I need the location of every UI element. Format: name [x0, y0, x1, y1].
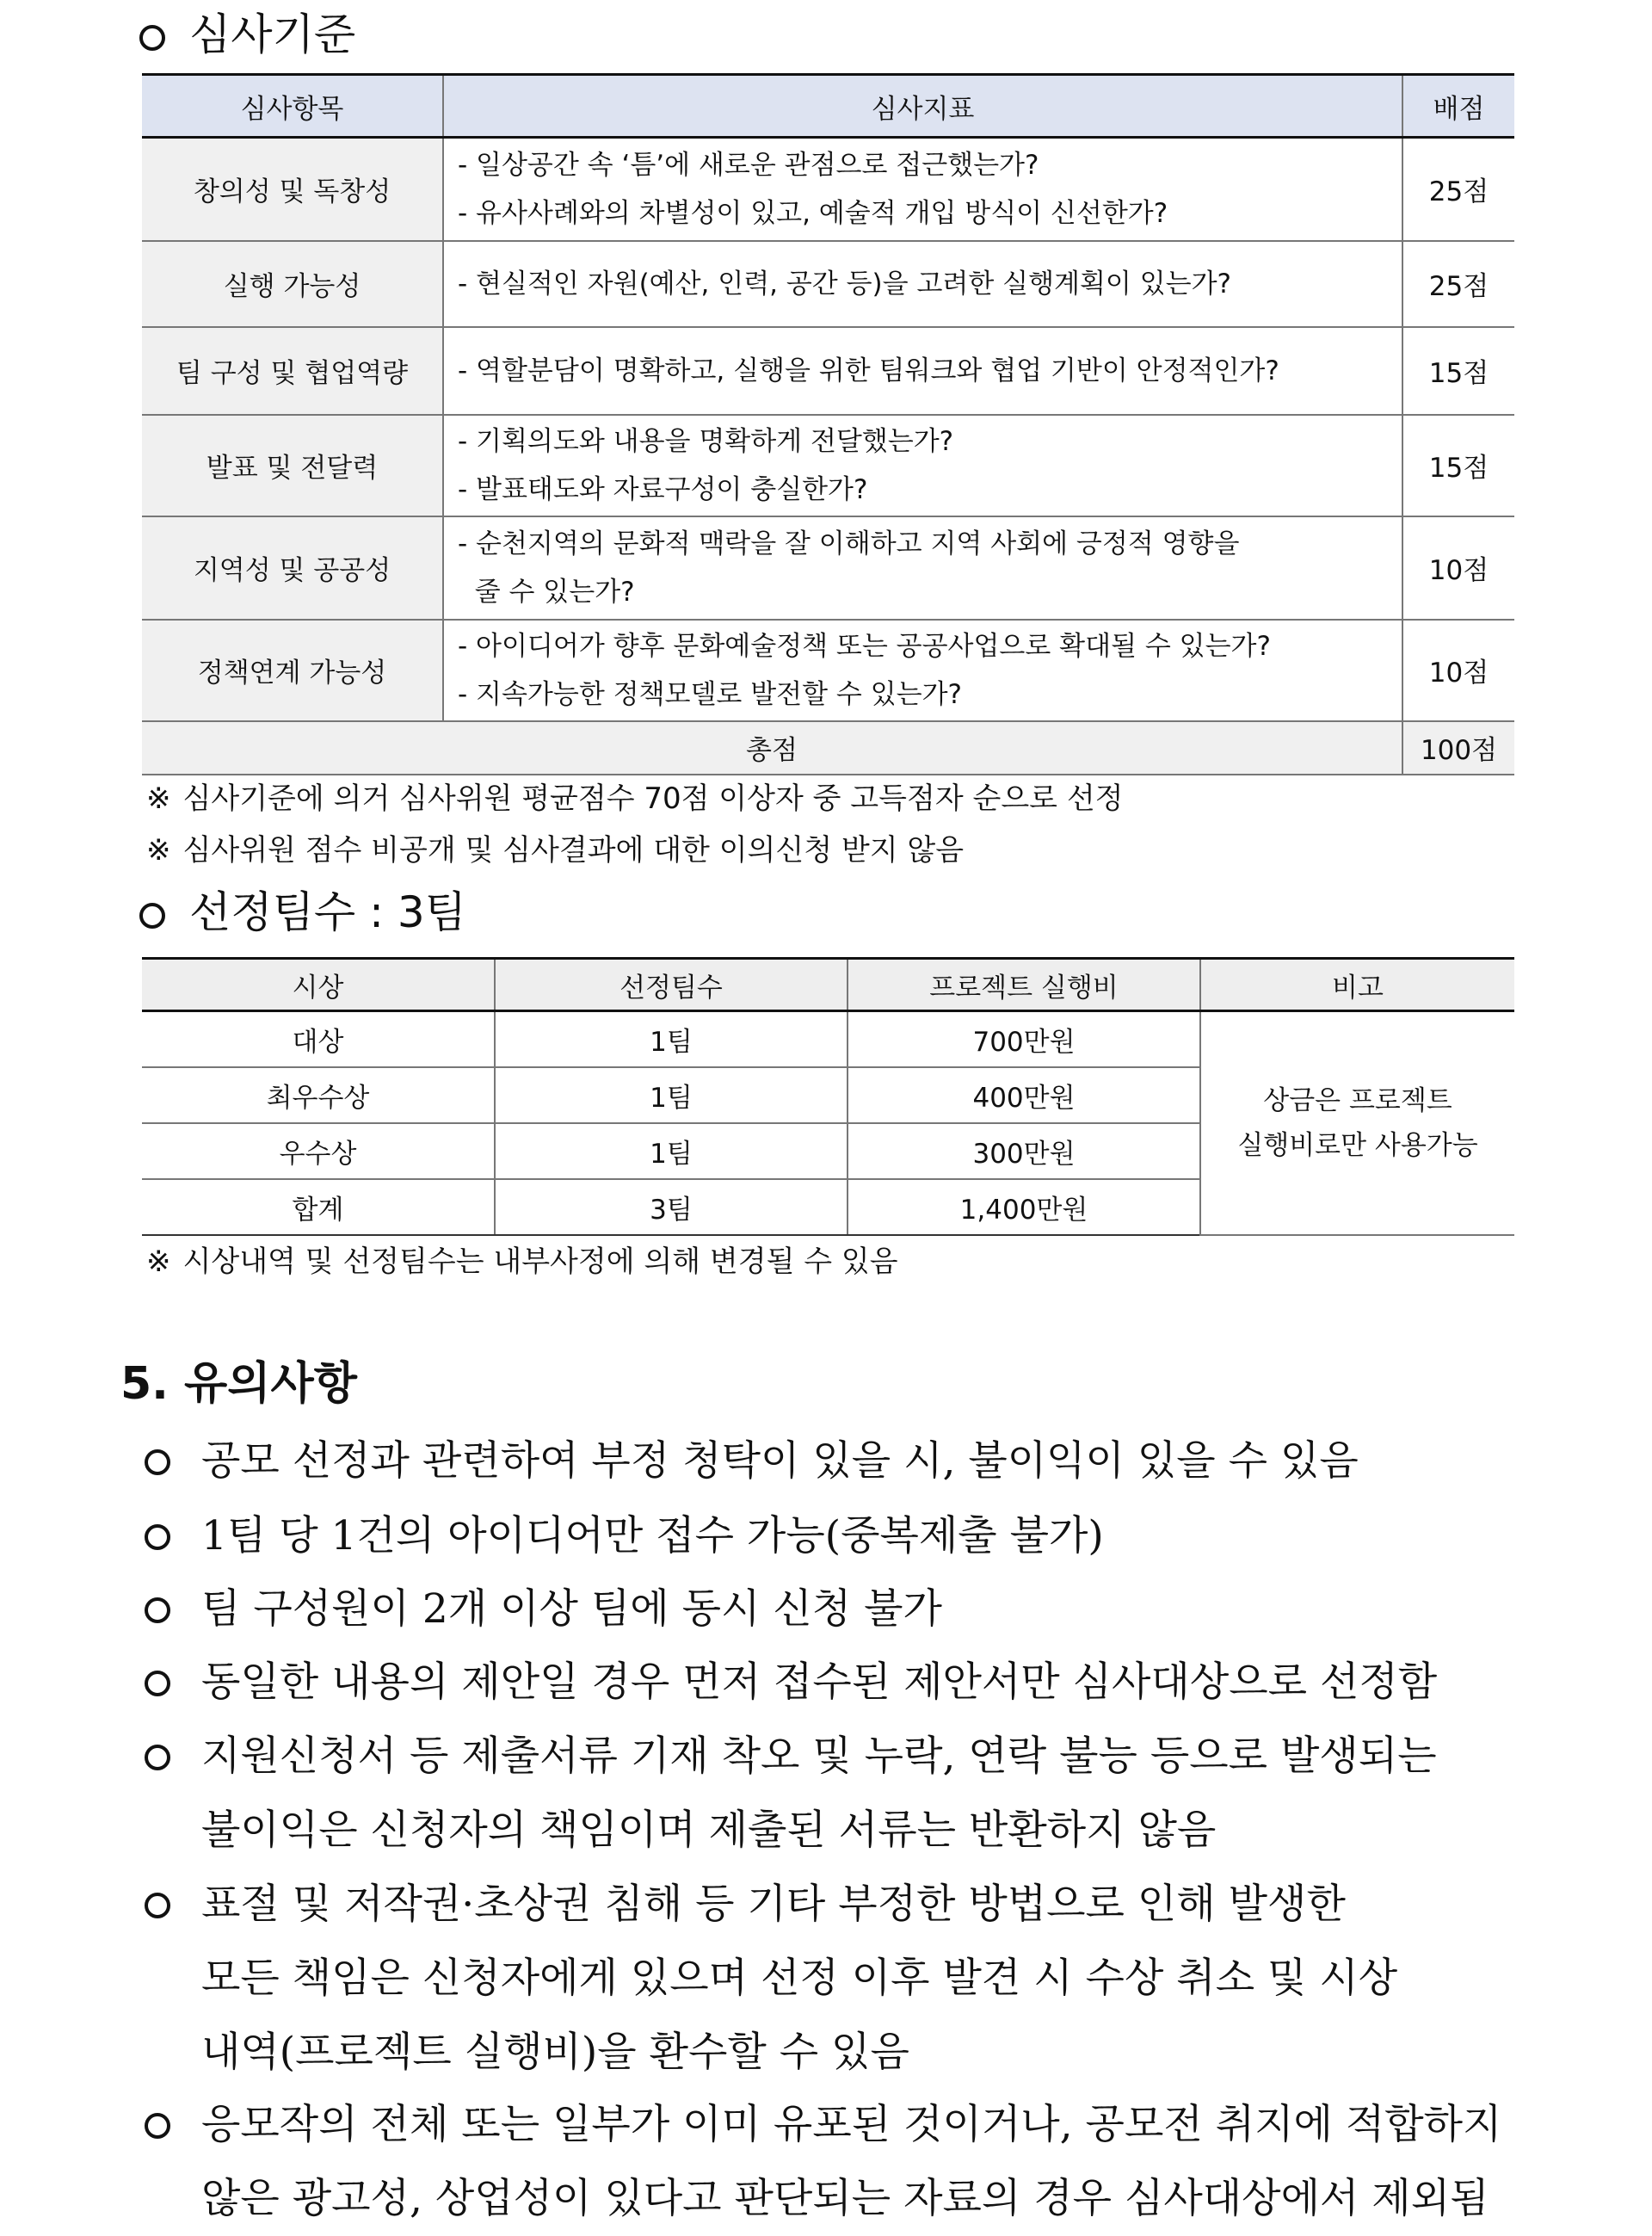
col-header-teams: 선정팀수	[495, 959, 848, 1011]
criteria-indicator	[443, 241, 1402, 327]
indicator-line: - 현실적인 자원(예산, 인력, 공간 등)을 고려한 실행계획이 있는가?	[458, 268, 1232, 300]
indicator-line: - 역할분담이 명확하고, 실행을 위한 팀워크와 협업 기반이 안정적인가?	[458, 355, 1279, 386]
precaution-line: 응모작의 전체 또는 일부가 이미 유포된 것이거나, 공모전 취지에 적합하지	[201, 2101, 1502, 2148]
precaution-line: 모든 책임은 신청자에게 있으며 선정 이후 발견 시 수상 취소 및 시상	[201, 1955, 1398, 2002]
award-teams: 3팀	[495, 1179, 848, 1235]
criteria-row	[142, 327, 1514, 415]
award-budget: 300만원	[848, 1123, 1200, 1179]
criteria-heading: 심사기준	[139, 9, 355, 60]
award-teams: 1팀	[495, 1123, 848, 1179]
col-header-score: 배점	[1402, 75, 1514, 138]
total-label: 총점	[142, 721, 1402, 775]
criteria-item: 발표 및 전달력	[142, 415, 443, 516]
col-header-item: 심사항목	[142, 75, 443, 138]
remark-line: 상금은 프로젝트	[1263, 1085, 1452, 1116]
criteria-row	[142, 620, 1514, 721]
criteria-score: 15점	[1402, 415, 1514, 516]
indicator-line: - 유사사례와의 차별성이 있고, 예술적 개입 방식이 신선한가?	[458, 197, 1168, 229]
criteria-item: 창의성 및 독창성	[142, 138, 443, 241]
total-score: 100점	[1402, 721, 1514, 775]
award-award: 최우수상	[142, 1067, 495, 1123]
award-budget: 1,400만원	[848, 1179, 1200, 1235]
circle-bullet-icon	[139, 903, 165, 929]
award-teams: 1팀	[495, 1067, 848, 1123]
section-5-title: 5. 유의사항	[120, 1358, 357, 1410]
award-budget: 700만원	[848, 1011, 1200, 1068]
precaution-item	[145, 1424, 1556, 1498]
col-header-remark: 비고	[1200, 959, 1514, 1011]
col-header-indicator: 심사지표	[443, 75, 1402, 138]
indicator-line: - 일상공간 속 ‘틈’에 새로운 관점으로 접근했는가?	[458, 149, 1039, 181]
precaution-line: 팀 구성원이 2개 이상 팀에 동시 신청 불가	[201, 1585, 942, 1633]
precaution-item	[145, 1572, 1556, 1646]
criteria-header-row	[142, 75, 1514, 138]
criteria-item: 팀 구성 및 협업역량	[142, 327, 443, 415]
criteria-row	[142, 138, 1514, 241]
criteria-indicator	[443, 415, 1402, 516]
indicator-line: - 발표태도와 자료구성이 충실한가?	[458, 473, 868, 505]
precaution-item	[145, 1720, 1556, 1868]
criteria-score: 25점	[1402, 241, 1514, 327]
criteria-score: 25점	[1402, 138, 1514, 241]
criteria-item: 실행 가능성	[142, 241, 443, 327]
criteria-row	[142, 516, 1514, 620]
criteria-note-1: ※ 심사기준에 의거 심사위원 평균점수 70점 이상자 중 고득점자 순으로 선정	[146, 781, 1124, 816]
awards-table	[142, 957, 1514, 1236]
precaution-line: 불이익은 신청자의 책임이며 제출된 서류는 반환하지 않음	[201, 1807, 1217, 1854]
criteria-score: 10점	[1402, 620, 1514, 721]
indicator-line: - 기획의도와 내용을 명확하게 전달했는가?	[458, 425, 954, 457]
awards-heading: 선정팀수 : 3팀	[139, 886, 466, 938]
criteria-note-2: ※ 심사위원 점수 비공개 및 심사결과에 대한 이의신청 받지 않음	[146, 833, 965, 868]
circle-bullet-icon	[145, 1893, 170, 1918]
col-header-award: 시상	[142, 959, 495, 1011]
awards-note: ※ 시상내역 및 선정팀수는 내부사정에 의해 변경될 수 있음	[146, 1245, 898, 1279]
precaution-line: 표절 및 저작권·초상권 침해 등 기타 부정한 방법으로 인해 발생한	[201, 1881, 1346, 1928]
criteria-indicator	[443, 327, 1402, 415]
award-award: 합계	[142, 1179, 495, 1235]
circle-bullet-icon	[145, 1524, 170, 1550]
criteria-indicator	[443, 620, 1402, 721]
indicator-line: 줄 수 있는가?	[458, 576, 635, 608]
circle-bullet-icon	[145, 1671, 170, 1696]
indicator-line: - 순천지역의 문화적 맥락을 잘 이해하고 지역 사회에 긍정적 영향을	[458, 528, 1240, 559]
award-row	[142, 1011, 1514, 1068]
award-teams: 1팀	[495, 1011, 848, 1068]
circle-bullet-icon	[139, 25, 165, 51]
criteria-table	[142, 73, 1514, 775]
criteria-row	[142, 241, 1514, 327]
col-header-budget: 프로젝트 실행비	[848, 959, 1200, 1011]
circle-bullet-icon	[145, 2113, 170, 2139]
criteria-row	[142, 415, 1514, 516]
circle-bullet-icon	[145, 1745, 170, 1770]
award-award: 대상	[142, 1011, 495, 1068]
indicator-line: - 아이디어가 향후 문화예술정책 또는 공공사업으로 확대될 수 있는가?	[458, 630, 1271, 662]
award-budget: 400만원	[848, 1067, 1200, 1123]
precaution-line: 1팀 당 1건의 아이디어만 접수 가능(중복제출 불가)	[201, 1512, 1104, 1560]
criteria-total-row	[142, 721, 1514, 775]
criteria-item: 정책연계 가능성	[142, 620, 443, 721]
criteria-score: 10점	[1402, 516, 1514, 620]
award-remark	[1200, 1011, 1514, 1236]
circle-bullet-icon	[145, 1597, 170, 1623]
circle-bullet-icon	[145, 1449, 170, 1475]
precaution-line: 지원신청서 등 제출서류 기재 착오 및 누락, 연락 불능 등으로 발생되는	[201, 1733, 1437, 1780]
awards-header-row	[142, 959, 1514, 1011]
precaution-item	[145, 1499, 1556, 1573]
criteria-score: 15점	[1402, 327, 1514, 415]
indicator-line: - 지속가능한 정책모델로 발전할 수 있는가?	[458, 678, 962, 710]
award-award: 우수상	[142, 1123, 495, 1179]
criteria-indicator	[443, 138, 1402, 241]
precaution-item	[145, 1868, 1556, 2090]
precaution-line: 내역(프로젝트 실행비)을 환수할 수 있음	[201, 2029, 909, 2076]
remark-line: 실행비로만 사용가능	[1237, 1130, 1478, 1161]
precaution-line: 않은 광고성, 상업성이 있다고 판단되는 자료의 경우 심사대상에서 제외됨	[201, 2175, 1489, 2222]
precaution-line: 공모 선정과 관련하여 부정 청탁이 있을 시, 불이익이 있을 수 있음	[201, 1437, 1359, 1485]
precaution-line: 동일한 내용의 제안일 경우 먼저 접수된 제안서만 심사대상으로 선정함	[201, 1658, 1438, 1706]
precaution-item	[145, 2088, 1556, 2236]
criteria-indicator	[443, 516, 1402, 620]
precaution-item	[145, 1646, 1556, 1720]
criteria-item: 지역성 및 공공성	[142, 516, 443, 620]
